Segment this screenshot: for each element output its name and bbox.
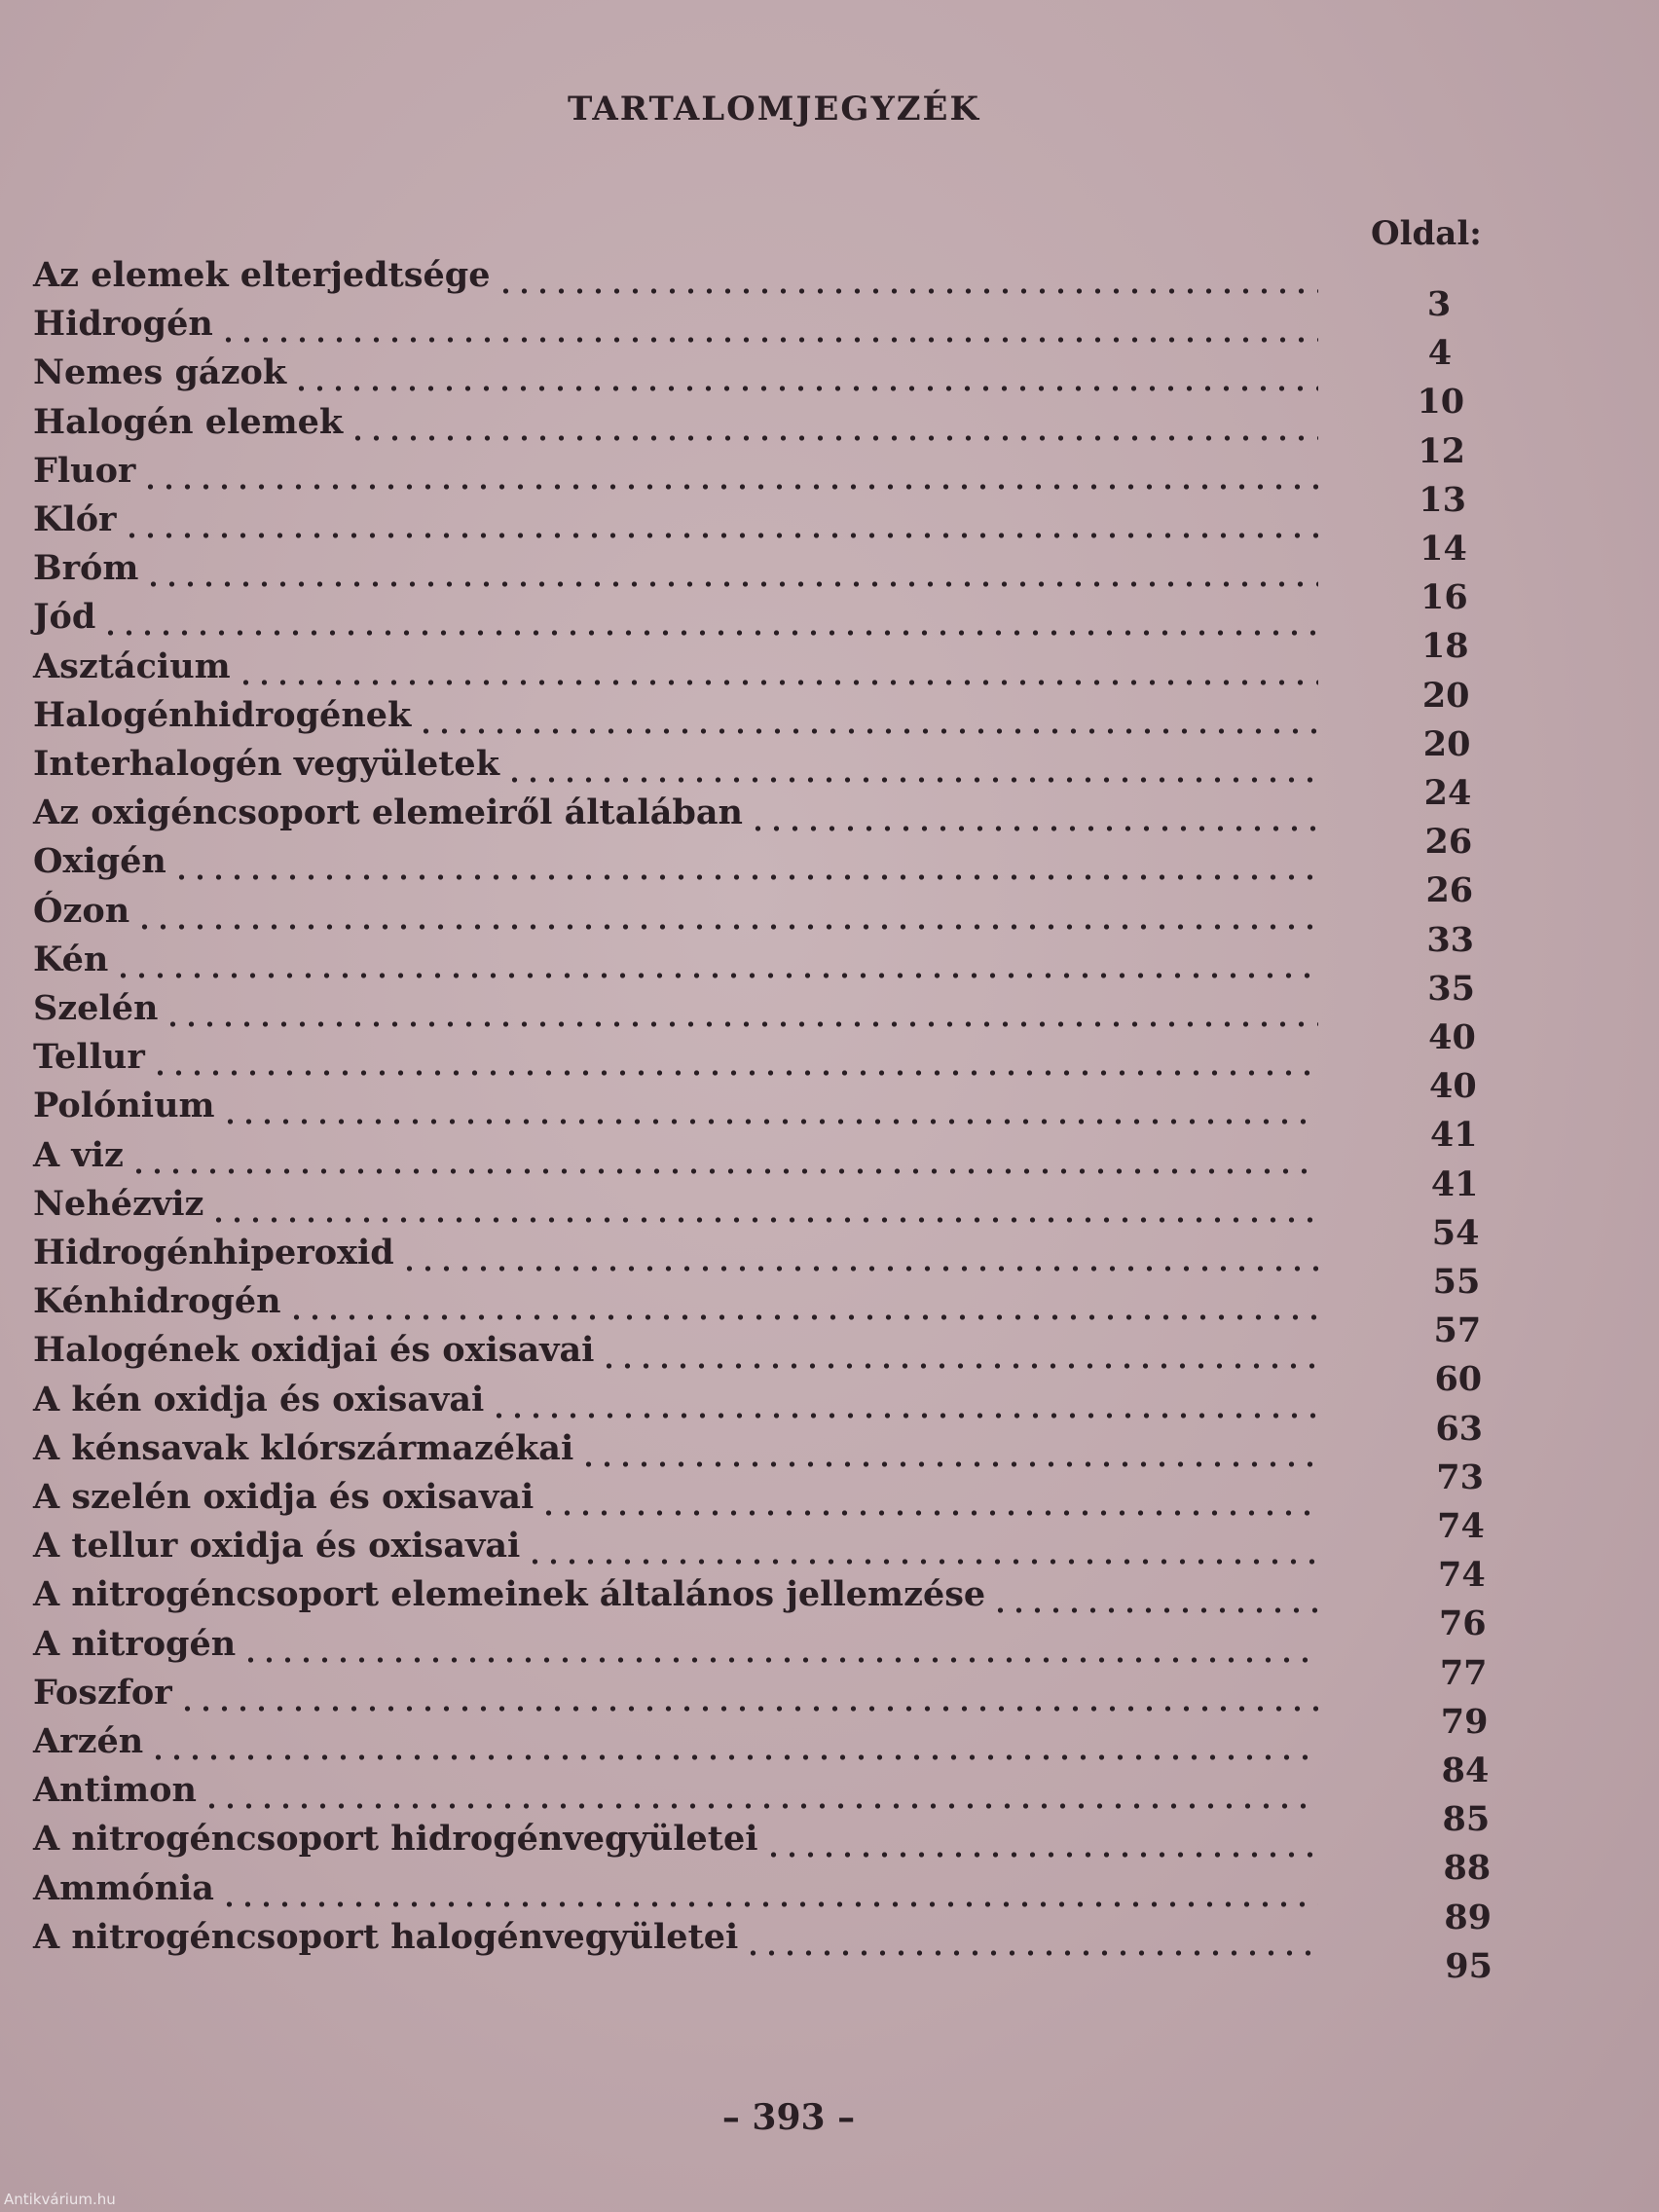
toc-page-number: 40 (1428, 1017, 1476, 1057)
toc-page-number: 12 (1418, 430, 1466, 471)
toc-entry (33, 1671, 1318, 1715)
toc-entry (33, 1084, 1318, 1128)
toc-entry (33, 889, 1318, 934)
toc-entry-title: A nitrogéncsoport elemeinek általános jellemzése (33, 1574, 986, 1615)
dot-leader (178, 1671, 1318, 1715)
dot-leader (129, 1133, 1318, 1178)
toc-page-number: 3 (1426, 284, 1452, 324)
toc-page-number: 57 (1433, 1310, 1482, 1351)
dot-leader (505, 742, 1318, 787)
dot-leader (400, 1231, 1318, 1275)
toc-entry (33, 1915, 1318, 1960)
toc-entry-title: Antimon (33, 1770, 197, 1811)
watermark-text: Antikvárium.hu (4, 2191, 116, 2208)
toc-page-number: 13 (1419, 479, 1466, 520)
dot-leader (764, 1817, 1318, 1862)
toc-entry (33, 1426, 1318, 1471)
toc-entry (33, 938, 1318, 982)
dot-leader (497, 253, 1318, 298)
toc-entry-title: Polónium (33, 1086, 215, 1126)
dot-leader (114, 938, 1318, 982)
toc-entry (33, 1475, 1318, 1520)
toc-entry-title: Asztácium (33, 645, 231, 686)
toc-entry (33, 1182, 1318, 1227)
toc-entry (33, 302, 1318, 347)
toc-entry-title: Arzén (33, 1721, 144, 1761)
dot-leader (600, 1328, 1318, 1373)
toc-entry-title: A viz (33, 1134, 124, 1175)
toc-entry-title: Hidrogén (33, 304, 213, 345)
toc-entry-title: Interhalogén vegyületek (33, 744, 499, 784)
toc-entry (33, 449, 1318, 494)
toc-entry-title: Halogén elemek (33, 401, 344, 442)
toc-page-number: 74 (1437, 1506, 1485, 1546)
dot-leader (417, 693, 1318, 738)
toc-entry-title: Kénhidrogén (33, 1281, 281, 1322)
toc-entry-title: Foszfor (33, 1672, 172, 1713)
toc-entry-title: A kén oxidja és oxisavai (33, 1379, 485, 1419)
dot-leader (490, 1378, 1318, 1422)
toc-entry (33, 350, 1318, 395)
toc-page-number: 26 (1425, 870, 1474, 911)
dot-leader (241, 1622, 1318, 1667)
toc-entry-title: Nemes gázok (33, 352, 287, 393)
toc-page-number: 55 (1432, 1262, 1481, 1302)
toc-page-number: 24 (1423, 773, 1472, 813)
toc-entry-title: Ózon (33, 890, 130, 931)
toc-entry-title: A szelén oxidja és oxisavai (33, 1477, 535, 1517)
toc-entry (33, 1279, 1318, 1324)
page-column-header: Oldal: (1371, 214, 1482, 253)
toc-entry-title: Az elemek elterjedtsége (33, 255, 491, 295)
toc-entry (33, 1719, 1318, 1764)
page-footer-number: – 393 – (721, 2097, 856, 2138)
toc-entry-title: Fluor (33, 450, 136, 491)
toc-entry (33, 693, 1318, 738)
toc-entry (33, 1622, 1318, 1667)
toc-page-number: 14 (1419, 529, 1467, 569)
dot-leader (221, 1084, 1318, 1128)
dot-leader (101, 595, 1318, 640)
toc-page-number: 40 (1429, 1066, 1477, 1107)
toc-page-number: 33 (1426, 919, 1475, 960)
toc-entry (33, 253, 1318, 298)
toc-page-number: 88 (1443, 1848, 1492, 1889)
toc-page-number: 60 (1434, 1359, 1483, 1400)
dot-leader (220, 1866, 1318, 1911)
toc-entry-title: A nitrogén (33, 1623, 237, 1664)
toc-entry-title: A kénsavak klórszármazékai (33, 1427, 574, 1468)
toc-entry (33, 498, 1318, 542)
toc-entry-title: Nehézviz (33, 1183, 204, 1224)
toc-entry (33, 1572, 1318, 1617)
toc-entry (33, 400, 1318, 445)
toc-page-number: 77 (1439, 1652, 1488, 1693)
toc-entry-title: Bróm (33, 548, 139, 589)
toc-page-number: 20 (1421, 675, 1470, 716)
dot-leader (237, 645, 1318, 689)
toc-page-number: 73 (1436, 1456, 1484, 1497)
toc-entry (33, 595, 1318, 640)
dot-leader (749, 791, 1318, 835)
toc-page-number: 20 (1422, 723, 1471, 764)
toc-entry (33, 1231, 1318, 1275)
toc-entry (33, 1328, 1318, 1373)
dot-leader (991, 1572, 1318, 1617)
toc-page-number: 41 (1430, 1163, 1479, 1204)
toc-entry-title: Jód (33, 597, 96, 638)
toc-entry (33, 1035, 1318, 1080)
dot-leader (579, 1426, 1318, 1471)
dot-leader (135, 889, 1318, 934)
toc-entry-title: Tellur (33, 1037, 145, 1078)
toc-entry (33, 645, 1318, 689)
toc-entry (33, 1133, 1318, 1178)
toc-page-number: 4 (1427, 333, 1453, 374)
toc-page-number: 79 (1440, 1701, 1489, 1742)
dot-leader (172, 839, 1318, 884)
dot-leader (219, 302, 1318, 347)
toc-page-number: 10 (1417, 382, 1465, 423)
toc-page-number: 54 (1431, 1212, 1480, 1253)
toc-entry-title: A nitrogéncsoport hidrogénvegyületei (33, 1819, 758, 1860)
toc-entry-title: Hidrogénhiperoxid (33, 1233, 394, 1272)
dot-leader (144, 546, 1318, 591)
dot-leader (149, 1719, 1318, 1764)
dot-leader (526, 1524, 1318, 1568)
toc-page-number: 84 (1441, 1751, 1490, 1790)
dot-leader (141, 449, 1318, 494)
toc-page-number: 16 (1420, 577, 1468, 618)
toc-entry-title: Ammónia (33, 1867, 214, 1908)
toc-page-number: 85 (1442, 1799, 1491, 1840)
dot-leader (287, 1279, 1318, 1324)
toc-entry-title: Klór (33, 499, 117, 539)
toc-page-number: 18 (1420, 626, 1469, 667)
toc-page-number: 41 (1429, 1115, 1478, 1156)
dot-leader (209, 1182, 1318, 1227)
toc-entry-title: Kén (33, 939, 109, 979)
toc-entry (33, 1768, 1318, 1813)
toc-entry-title: Az oxigéncsoport elemeiről általában (33, 793, 743, 833)
dot-leader (151, 1035, 1318, 1080)
toc-entry (33, 1866, 1318, 1911)
toc-page-number: 89 (1444, 1897, 1493, 1937)
toc-entry (33, 1378, 1318, 1422)
dot-leader (349, 400, 1318, 445)
dot-leader (164, 986, 1318, 1031)
toc-page-number: 74 (1438, 1555, 1486, 1596)
toc-entry (33, 791, 1318, 835)
toc-entry (33, 742, 1318, 787)
toc-page-number: 35 (1427, 968, 1475, 1009)
page-title: TARTALOMJEGYZÉK (567, 90, 981, 129)
dot-leader (744, 1915, 1318, 1960)
toc-entry (33, 986, 1318, 1031)
toc-entry-title: Halogének oxidjai és oxisavai (33, 1330, 595, 1371)
toc-entry-title: Halogénhidrogének (33, 694, 412, 735)
toc-entry-title: Szelén (33, 988, 159, 1028)
toc-entry (33, 1524, 1318, 1568)
dot-leader (539, 1475, 1318, 1520)
toc-page-number: 26 (1424, 822, 1473, 863)
toc-page-number: 63 (1435, 1408, 1484, 1449)
toc-page-number: 95 (1445, 1945, 1493, 1986)
toc-entry-title: Oxigén (33, 841, 166, 882)
toc-entry (33, 546, 1318, 591)
toc-entry-title: A tellur oxidja és oxisavai (33, 1526, 521, 1567)
dot-leader (292, 350, 1318, 395)
toc-entry (33, 839, 1318, 884)
toc-entry-title: A nitrogéncsoport halogénvegyületei (33, 1916, 739, 1957)
dot-leader (123, 498, 1318, 542)
toc-page-number: 76 (1438, 1604, 1487, 1644)
dot-leader (203, 1768, 1318, 1813)
toc-entry (33, 1817, 1318, 1862)
